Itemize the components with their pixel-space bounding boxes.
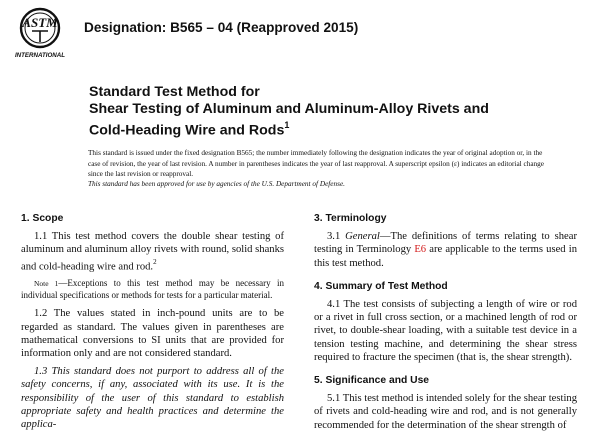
issue-note: This standard is issued under the fixed designation B565; the number immediately following the designation indicates the year of original adoption or, in the case of revision, the year of last revision. A number in parentheses indicates the year of last reapproval. A superscript epsilon (ε) indicates an editorial change since the last revision or reapproval. <box>88 149 545 178</box>
note-1-text: —Exceptions to this test method may be necessary in individual specifications or methods for tests for a particular material. <box>21 278 284 300</box>
right-column <box>314 212 577 437</box>
paragraph-5-1: 5.1 This test method is intended solely for the shear testing of rivets and cold-heading wire and rod, and is not generally recommended for the determination of the shear strength of <box>314 393 577 431</box>
note-1 <box>21 278 284 301</box>
paragraph-4-1: 4.1 The test consists of subjecting a length of wire or rod or a rivet in full cross section, or a machined length of rod or rivet, to double-shear loading, with a suitable test device in a tension testing machine, and determining the shear stress required to fracture the specimen (that is, the shear strength). <box>314 299 577 363</box>
paragraph-1-1 <box>21 230 284 273</box>
paragraph-3-1-text-b: are applicable to the terms used in this test method. <box>314 244 577 269</box>
title-line-3 <box>89 118 569 140</box>
significance-heading: 5. Significance and Use <box>314 375 430 387</box>
page-title <box>89 84 569 140</box>
svg-text:ASTM: ASTM <box>22 15 58 30</box>
paragraph-3-1-text-a: —The definitions of terms relating to shear testing in Terminology <box>314 231 577 256</box>
title-footnote-mark[interactable]: 1 <box>284 120 290 130</box>
paragraph-1-2: 1.2 The values stated in inch-pound units are to be regarded as standard. The values given in parentheses are mathematical conversions to SI units that are provided for information only and are not considered standard. <box>21 308 284 359</box>
paragraph-1-3: 1.3 This standard does not purport to address all of the safety concerns, if any, associated with its use. It is the responsibility of the user of this standard to establish appropriate safety and health practices and determine the applica- <box>21 366 284 430</box>
designation: Designation: B565 – 04 (Reapproved 2015) <box>84 20 359 35</box>
title-line-3-text: Cold-Heading Wire and Rods <box>89 122 285 139</box>
footnote-2-mark[interactable]: 2 <box>153 257 157 266</box>
scope-heading: 1. Scope <box>21 213 64 224</box>
left-column <box>21 212 284 436</box>
title-line-1: Standard Test Method for <box>89 84 260 100</box>
paragraph-3-1 <box>314 230 577 270</box>
terminology-heading: 3. Terminology <box>314 213 387 224</box>
dod-approval-note: This standard has been approved for use by agencies of the U.S. Department of Defense. <box>88 180 345 188</box>
logo-wordmark: INTERNATIONAL <box>14 52 66 59</box>
paragraph-3-1-term: General <box>345 231 380 243</box>
note-1-label: Note 1 <box>34 279 59 289</box>
paragraph-1-1-text: 1.1 This test method covers the double shear testing of aluminum and aluminum alloy rivets with round, solid shanks and cold-heading wire and rod. <box>21 231 284 273</box>
terminology-e6-link[interactable]: E6 <box>414 244 427 256</box>
title-line-2: Shear Testing of Aluminum and Aluminum-Alloy Rivets and <box>89 101 489 117</box>
paragraph-3-1-num: 3.1 <box>327 231 341 243</box>
summary-heading: 4. Summary of Test Method <box>314 280 448 292</box>
astm-logo-icon <box>10 4 70 62</box>
